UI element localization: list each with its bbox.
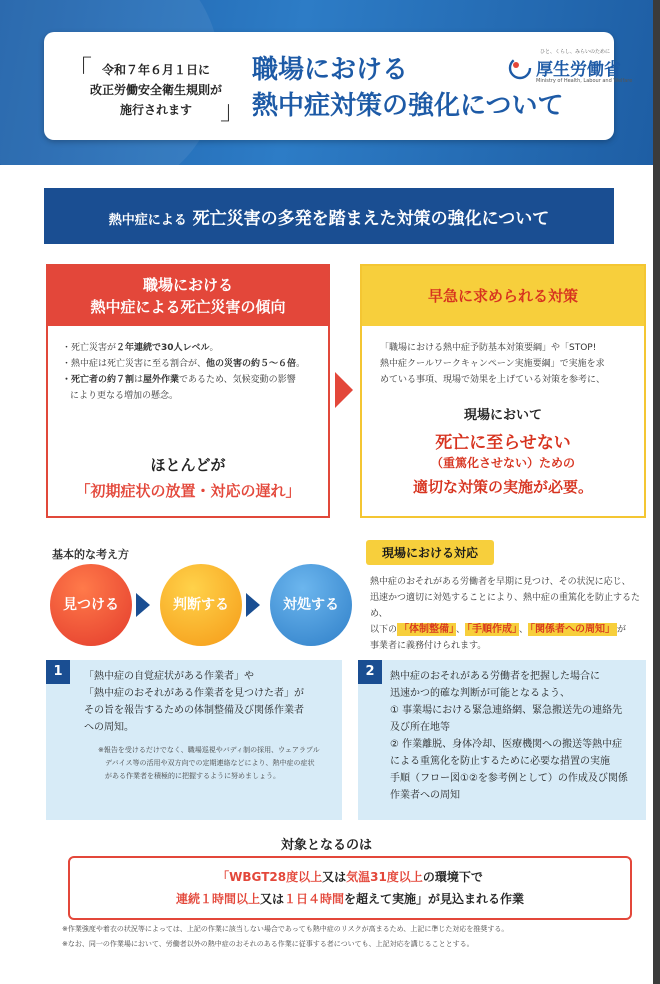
field-response-text: 熱中症のおそれがある労働者を早期に見つけ、その状況に応じ、 迅速かつ適切に対処することにより、熱中症の重篤化を防止するため、 以下の 「体制整備」 、 「手順作成」 、 「関係者への周知」 が 事業者に義務付けられます。 [370,577,641,651]
urgent-main-3: 適切な対策の実施が必要。 [412,478,593,496]
requirement-box-1: 1 「熱中症の自覚症状がある作業者」や 「熱中症のおそれがある作業者を見つけた者」が その旨を報告するための体制整備及び関係作業者 への周知。 ※報告を受けるだけでなく、職場巡視やバディ制の採用、ウェアラブル デバイス等の活用や双方向での定期連絡などにより、熱中症の症状 がある作業者を積極的に把握するように努めましょう。 [46,660,342,820]
bracket-open: 「 [66,56,93,86]
title-card [44,32,633,140]
step-judge: 判断する [160,564,242,646]
conclusion-main: 「初期症状の放置・対応の遅れ」 [75,482,301,500]
target-box: 「WBGT28度以上又は気温31度以上の環境下で 連続１時間以上又は１日４時間を超えて実施」が見込まれる作業 [68,856,632,920]
urgent-card-body: 「職場における熱中症予防基本対策要綱」や「STOP! 熱中症クールワークキャンペーン実施要綱」で実施を求 めている事項、現場で効果を上げている対策を参考に、 [380,343,606,385]
field-response-tag: 現場における対応 [366,540,494,565]
highlight-procedure: 「手順作成」 [467,624,518,635]
basic-approach-label: 基本的な考え方 [52,548,129,561]
mhlw-logo-icon [508,56,532,80]
highlight-notice: 「関係者への周知」 [530,624,616,635]
logo-name: 厚生労働省 [536,60,621,80]
number-badge: 1 [46,660,70,684]
requirement-note: ※報告を受けるだけでなく、職場巡視やバディ制の採用、ウェアラブル デバイス等の活用や双方向での定期連絡などにより、熱中症の症状 がある作業者を積極的に把握するように努めましょう。 [98,746,320,780]
triangle-right-icon [246,593,260,617]
arrow-right-icon [335,372,353,408]
bracket-close: 」 [220,96,247,126]
target-label: 対象となるのは [280,838,372,853]
trend-list [62,340,322,404]
enforcement-date: 令和７年６月１日に 改正労働安全衛生規則が 施行されます [89,63,222,117]
step-find: 見つける [50,564,132,646]
logo-english: Ministry of Health, Labour and Welfare [536,78,633,84]
triangle-right-icon [136,593,150,617]
urgent-card-title: 早急に求められる対策 [362,266,644,326]
highlight-system: 「体制整備」 [399,624,455,635]
list-item: ・熱中症は死亡災害に至る割合が、他の災害の約５～６倍。 [62,359,306,369]
mhlw-logo [508,48,633,96]
logo-tagline: ひと、くらし、みらいのために [540,49,611,55]
footnote: ※なお、同一の作業場において、労働者以外の熱中症のおそれのある作業に従事する者についても、上記対応を講じることとする。 [62,940,474,948]
step-respond: 対処する [270,564,352,646]
number-badge: 2 [358,660,382,684]
urgent-main-2: （重篤化させない）ための [430,456,575,470]
list-item: により更なる増加の懸念。 [70,391,179,401]
trend-card-title: 職場における 熱中症による死亡災害の傾向 [48,266,328,326]
list-item: ・死亡者の約７割は屋外作業であるため、気候変動の影響 [62,375,296,385]
page-title: 職場における 熱中症対策の強化について [252,55,564,121]
urgent-main-1: 死亡に至らせない [435,433,571,453]
urgent-lead: 現場において [463,408,542,423]
footnote: ※作業強度や着衣の状況等によっては、上記の作業に該当しない場合であっても熱中症のリスクが高まるため、上記に準じた対応を推奨する。 [62,925,509,933]
section-banner: 熱中症による 死亡災害の多発を踏まえた対策の強化について [44,188,614,244]
requirement-box-2: 2 熱中症のおそれがある労働者を把握した場合に 迅速かつ的確な判断が可能となるよう、 ① 事業場における緊急連絡網、緊急搬送先の連絡先 及び所在地等 ② 作業離脱、身体冷却、医療機関への搬送等熱中症 による重篤化を防止するために必要な措置の実施 手順（フロー図①②を参考例として）の作成及び関係 作業者への周知 [358,660,646,820]
urgent-card [360,264,646,518]
conclusion-lead: ほとんどが [150,456,226,474]
list-item: ・死亡災害が２年連続で30人レベル。 [62,343,219,353]
trend-card [46,264,330,518]
